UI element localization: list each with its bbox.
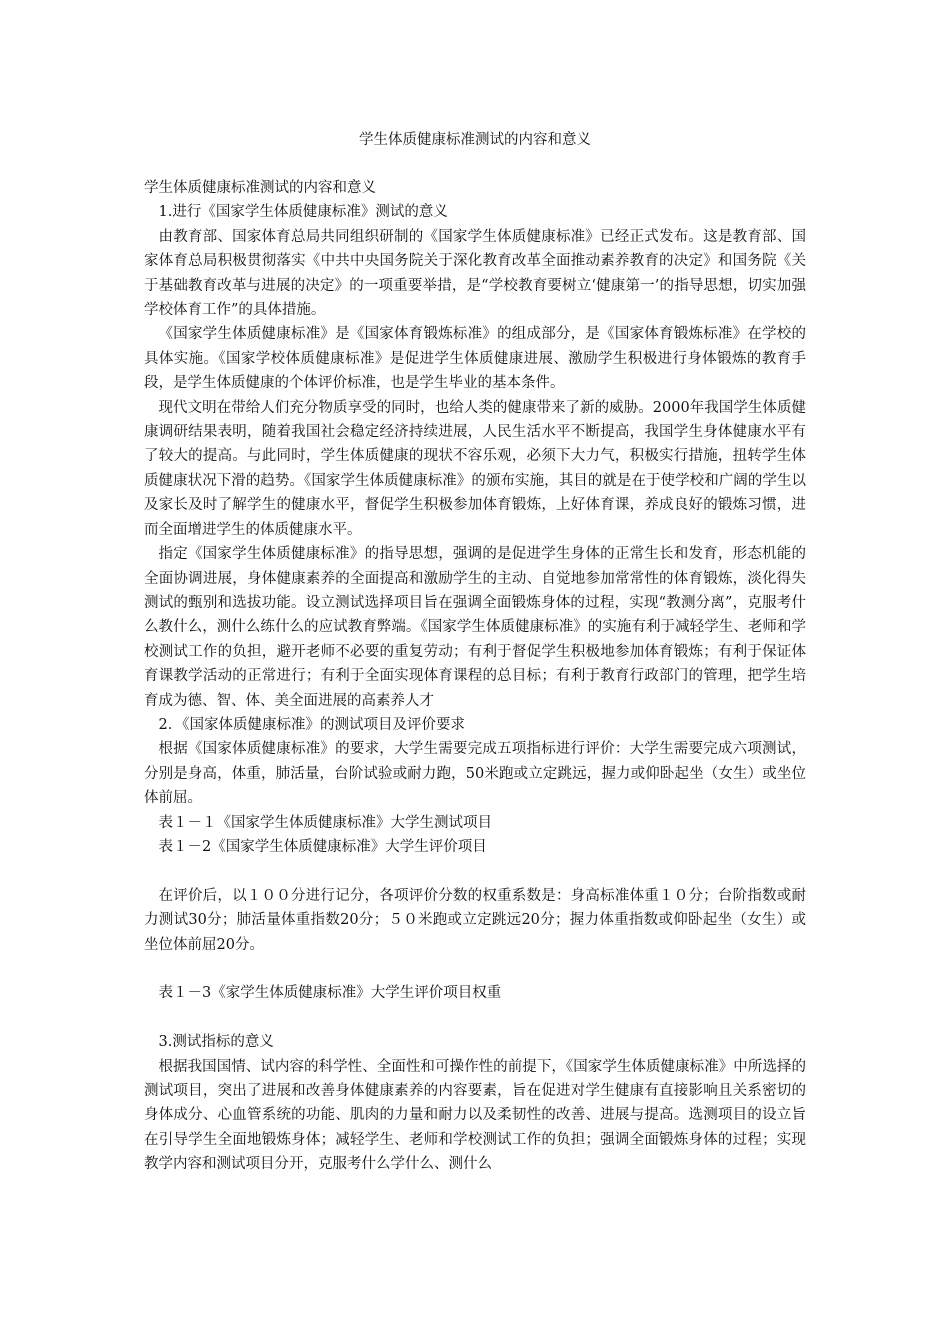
subsection-heading: 1.进行《国家学生体质健康标准》测试的意义 <box>158 204 448 221</box>
subsection-heading: 2．《国家体质健康标准》的测试项目及评价要求 <box>158 716 465 733</box>
paragraph: 现代文明在带给人们充分物质享受的同时，也给人类的健康带来了新的威胁。2000年我国学生体质健康调研结果表明，随着我国社会稳定经济持续进展，人民生活水平不断提高，我国学生身体健康水平有了较大的提高。与此同时，学生体质健康的现状不容乐观，必须下大力气，积极实行措施，扭转学生体质健康状况下滑的趋势。《国家学生体质健康标准》的颁布实施，其目的就是在于使学校和广阔的学生以及家长及时了解学生的健康水平，督促学生积极参加体育锻炼，上好体育课，养成良好的锻炼习惯，进而全面增进学生的体质健康水平。 <box>144 399 806 538</box>
table-caption: 表１－3《家学生体质健康标准》大学生评价项目权重 <box>158 985 502 1002</box>
document-title: 学生体质健康标准测试的内容和意义 <box>359 132 591 148</box>
paragraph: 指定《国家学生体质健康标准》的指导思想，强调的是促进学生身体的正常生长和发育，形态机能的全面协调进展，身体健康素养的全面提高和激励学生的主动、自觉地参加常常性的体育锻炼，淡化得失测试的甄别和选拔功能。设立测试选择项目旨在强调全面锻炼身体的过程，实现“教测分离”，克服考什么教什么，测什么练什么的应试教育弊端。《国家学生体质健康标准》的实施有利于减轻学生、老师和学校测试工作的负担，避开老师不必要的重复劳动；有利于督促学生积极地参加体育锻炼；有利于保证体育课教学活动的正常进行；有利于全面实现体育课程的总目标；有利于教育行政部门的管理，把学生培育成为德、智、体、美全面进展的高素养人才 <box>144 546 806 709</box>
section-heading: 学生体质健康标准测试的内容和意义 <box>144 180 376 196</box>
spacer <box>144 957 806 981</box>
document-body <box>144 176 806 1177</box>
table-caption: 表１－2《国家学生体质健康标准》大学生评价项目 <box>158 838 487 855</box>
subsection-heading: 3.测试指标的意义 <box>158 1034 274 1051</box>
paragraph: 根据《国家体质健康标准》的要求，大学生需要完成五项指标进行评价：大学生需要完成六项测试，分别是身高，体重，肺活量，台阶试验或耐力跑，50米跑或立定跳远，握力或仰卧起坐（女生）或坐位体前屈。 <box>144 741 806 807</box>
table-caption: 表１－１《国家学生体质健康标准》大学生测试项目 <box>158 814 492 831</box>
spacer <box>144 1006 806 1030</box>
paragraph: 根据我国国情、试内容的科学性、全面性和可操作性的前提下，《国家学生体质健康标准》中所选择的测试项目，突出了进展和改善身体健康素养的内容要素，旨在促进对学生健康有直接影响且关系密切的身体成分、心血管系统的功能、肌肉的力量和耐力以及柔韧性的改善、进展与提高。选测项目的设立旨在引导学生全面地锻炼身体；减轻学生、老师和学校测试工作的负担；强调全面锻炼身体的过程；实现教学内容和测试项目分开，克服考什么学什么、测什么 <box>144 1058 806 1173</box>
paragraph: 由教育部、国家体育总局共同组织研制的《国家学生体质健康标准》已经正式发布。这是教育部、国家体育总局积极贯彻落实《中共中央国务院关于深化教育改革全面推动素养教育的决定》和国务院《关于基础教育改革与进展的决定》的一项重要举措，是“学校教育要树立‘健康第一’的指导思想，切实加强学校体育工作”的具体措施。 <box>144 228 806 319</box>
paragraph: 在评价后，以１００分进行记分，各项评价分数的权重系数是：身高标准体重１０分；台阶指数或耐力测试30分；肺活量体重指数20分；５０米跑或立定跳远20分；握力体重指数或仰卧起坐（女生）或坐位体前屈20分。 <box>144 887 806 953</box>
spacer <box>144 859 806 883</box>
paragraph: 《国家学生体质健康标准》是《国家体育锻炼标准》的组成部分，是《国家体育锻炼标准》在学校的具体实施。《国家学校体质健康标准》是促进学生体质健康进展、激励学生积极进行身体锻炼的教育手段，是学生体质健康的个体评价标准，也是学生毕业的基本条件。 <box>144 326 806 392</box>
